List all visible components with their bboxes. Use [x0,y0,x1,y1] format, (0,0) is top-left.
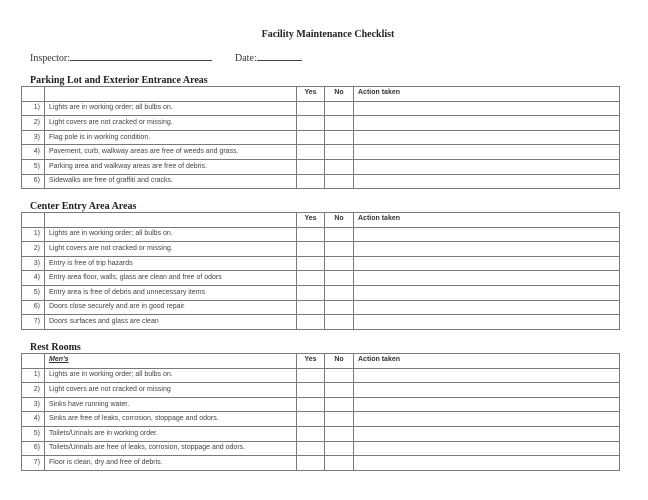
table-row [22,456,620,471]
table-row [22,412,620,427]
table-row [22,242,620,257]
no-cell[interactable] [325,285,354,300]
item-number: 3) [22,397,45,412]
item-number: 3) [22,130,45,145]
yes-cell[interactable] [297,174,325,189]
action-cell[interactable] [354,315,620,330]
action-cell[interactable] [354,145,620,160]
item-text: Lights are in working order; all bulbs on. [45,227,297,242]
no-cell[interactable] [325,174,354,189]
date-field[interactable] [235,51,302,64]
table-row [22,227,620,242]
table-header-row [22,354,620,369]
yes-cell[interactable] [297,426,325,441]
inspector-field[interactable] [30,51,212,64]
yes-cell[interactable] [297,256,325,271]
no-cell[interactable] [325,426,354,441]
item-text: Flag pole is in working condition. [45,130,297,145]
item-number: 1) [22,101,45,116]
item-number: 4) [22,271,45,286]
no-cell[interactable] [325,271,354,286]
table-row [22,145,620,160]
item-number: 6) [22,441,45,456]
header-yes: Yes [297,354,325,369]
table-row [22,315,620,330]
table-row [22,256,620,271]
item-text: Floor is clean, dry and free of debris. [45,456,297,471]
item-number: 7) [22,315,45,330]
header-action: Action taken [354,87,620,102]
action-cell[interactable] [354,130,620,145]
action-cell[interactable] [354,285,620,300]
item-text: Entry area is free of debris and unnecessary items [45,285,297,300]
section-title-parking: Parking Lot and Exterior Entrance Areas [30,75,208,86]
yes-cell[interactable] [297,368,325,383]
action-cell[interactable] [354,227,620,242]
section-title-center-entry: Center Entry Area Areas [30,201,137,212]
yes-cell[interactable] [297,101,325,116]
yes-cell[interactable] [297,315,325,330]
item-number: 4) [22,145,45,160]
yes-cell[interactable] [297,456,325,471]
action-cell[interactable] [354,383,620,398]
table-row [22,285,620,300]
item-text: Doors close securely and are in good repair [45,300,297,315]
yes-cell[interactable] [297,397,325,412]
action-cell[interactable] [354,456,620,471]
item-text: Lights are in working order; all bulbs on. [45,101,297,116]
header-item [45,213,297,228]
action-cell[interactable] [354,256,620,271]
item-number: 1) [22,368,45,383]
yes-cell[interactable] [297,242,325,257]
action-cell[interactable] [354,271,620,286]
item-number: 2) [22,242,45,257]
item-text: Entry is free of trip hazards [45,256,297,271]
no-cell[interactable] [325,397,354,412]
yes-cell[interactable] [297,145,325,160]
yes-cell[interactable] [297,300,325,315]
yes-cell[interactable] [297,441,325,456]
table-row [22,174,620,189]
no-cell[interactable] [325,412,354,427]
table-row [22,101,620,116]
item-text: Entry area floor, walls, glass are clean and free of odors [45,271,297,286]
checklist-table-parking [21,86,620,189]
table-row [22,397,620,412]
item-text: Light covers are not cracked or missing. [45,116,297,131]
item-number: 2) [22,116,45,131]
date-label: Date: [235,53,257,64]
action-cell[interactable] [354,242,620,257]
item-text: Parking area and walkway areas are free of debris. [45,159,297,174]
item-text: Toilets/Urinals are in working order. [45,426,297,441]
no-cell[interactable] [325,145,354,160]
yes-cell[interactable] [297,159,325,174]
table-row [22,426,620,441]
item-number: 7) [22,456,45,471]
item-number: 2) [22,383,45,398]
header-action: Action taken [354,354,620,369]
item-number: 6) [22,300,45,315]
action-cell[interactable] [354,397,620,412]
no-cell[interactable] [325,441,354,456]
no-cell[interactable] [325,300,354,315]
header-yes: Yes [297,213,325,228]
table-row [22,130,620,145]
inspector-input-line[interactable] [70,51,212,61]
yes-cell[interactable] [297,271,325,286]
no-cell[interactable] [325,456,354,471]
item-number: 5) [22,285,45,300]
action-cell[interactable] [354,116,620,131]
yes-cell[interactable] [297,116,325,131]
table-header-row [22,213,620,228]
table-row [22,116,620,131]
document-title: Facility Maintenance Checklist [261,29,395,40]
no-cell[interactable] [325,227,354,242]
no-cell[interactable] [325,315,354,330]
item-text: Lights are in working order; all bulbs on. [45,368,297,383]
yes-cell[interactable] [297,227,325,242]
action-cell[interactable] [354,426,620,441]
action-cell[interactable] [354,101,620,116]
item-text: Sidewalks are free of graffiti and cracks. [45,174,297,189]
header-num [22,87,45,102]
header-num [22,213,45,228]
table-header-row [22,87,620,102]
table-row [22,271,620,286]
header-item [45,87,297,102]
item-text: Sinks are free of leaks, corrosion, stoppage and odors. [45,412,297,427]
no-cell[interactable] [325,130,354,145]
header-num [22,354,45,369]
item-text: Light covers are not cracked or missing. [45,242,297,257]
yes-cell[interactable] [297,130,325,145]
table-row [22,383,620,398]
item-number: 6) [22,174,45,189]
item-number: 1) [22,227,45,242]
no-cell[interactable] [325,242,354,257]
item-number: 5) [22,426,45,441]
no-cell[interactable] [325,383,354,398]
item-text: Toilets/Urinals are free of leaks, corrosion, stoppage and odors. [45,441,297,456]
item-text: Light covers are not cracked or missing [45,383,297,398]
no-cell[interactable] [325,116,354,131]
item-text: Sinks have running water. [45,397,297,412]
table-row [22,300,620,315]
action-cell[interactable] [354,159,620,174]
header-subheading-mens: Men's [45,354,297,369]
no-cell[interactable] [325,159,354,174]
no-cell[interactable] [325,256,354,271]
checklist-table-center-entry [21,212,620,330]
table-row [22,441,620,456]
item-text: Doors surfaces and glass are clean [45,315,297,330]
no-cell[interactable] [325,368,354,383]
header-no: No [325,354,354,369]
header-yes: Yes [297,87,325,102]
action-cell[interactable] [354,368,620,383]
action-cell[interactable] [354,412,620,427]
action-cell[interactable] [354,174,620,189]
yes-cell[interactable] [297,383,325,398]
action-cell[interactable] [354,441,620,456]
section-title-rest-rooms: Rest Rooms [30,342,81,353]
date-input-line[interactable] [257,51,302,61]
item-text: Pavement, curb, walkway areas are free of weeds and grass. [45,145,297,160]
header-action: Action taken [354,213,620,228]
item-number: 5) [22,159,45,174]
no-cell[interactable] [325,101,354,116]
action-cell[interactable] [354,300,620,315]
header-no: No [325,87,354,102]
item-number: 4) [22,412,45,427]
header-no: No [325,213,354,228]
table-row [22,159,620,174]
table-row [22,368,620,383]
yes-cell[interactable] [297,412,325,427]
inspector-label: Inspector: [30,53,70,64]
yes-cell[interactable] [297,285,325,300]
checklist-table-rest-rooms [21,353,620,471]
item-number: 3) [22,256,45,271]
